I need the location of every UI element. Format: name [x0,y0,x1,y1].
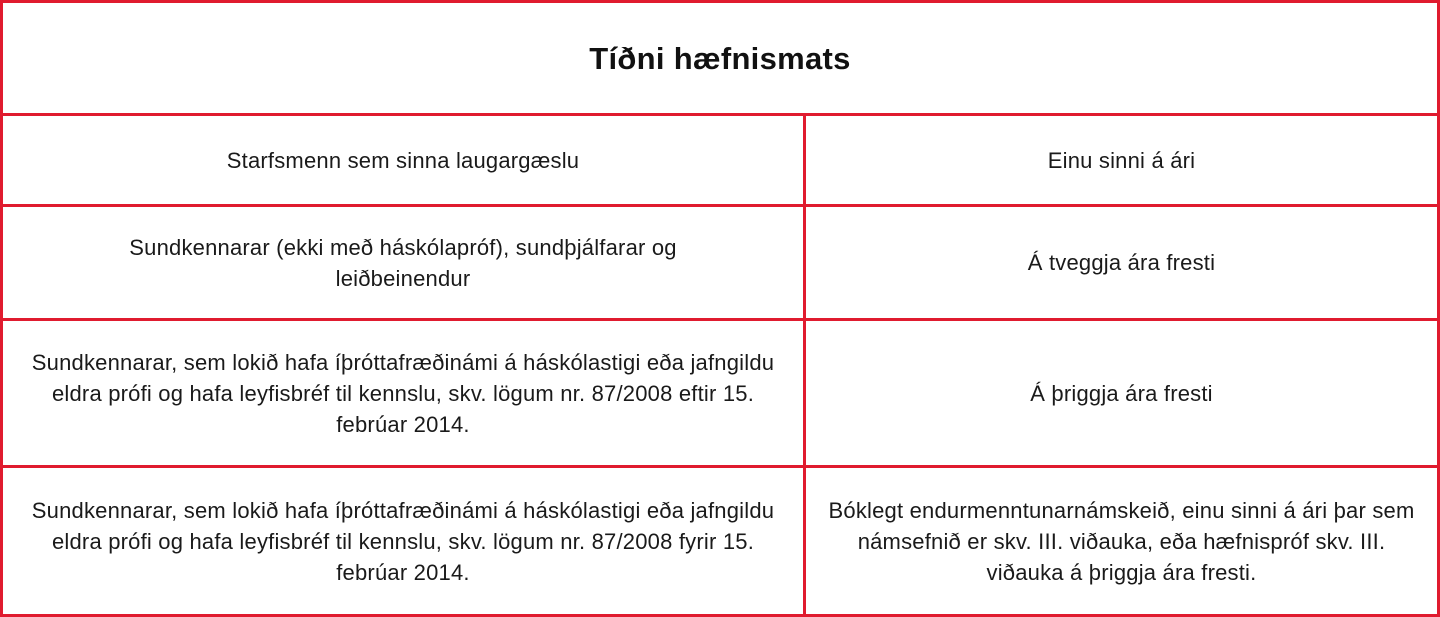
group-label: Starfsmenn sem sinna laugargæslu [226,147,580,173]
frequency-label: Á tveggja ára fresti [1027,250,1216,275]
table-cell-frequency-4 [806,468,1437,614]
table-cell-frequency-2 [806,207,1437,321]
table-title: Tíðni hæfnismats [3,3,1437,116]
table-cell-frequency-3 [806,321,1437,468]
group-label: Sundkennarar (ekki með háskólapróf), sundþjálfarar og leiðbeinendur [129,234,677,291]
table-cell-group-2 [3,207,806,321]
group-label: Sundkennarar, sem lokið hafa íþróttafræðinámi á háskólastigi eða jafngildu eldra prófi og hafa leyfisbréf til kennslu, skv. lögum nr. 87/2008 fyrir 15. febrúar 2014. [31,497,775,585]
table-cell-frequency-1 [806,116,1437,207]
group-label: Sundkennarar, sem lokið hafa íþróttafræðinámi á háskólastigi eða jafngildu eldra prófi og hafa leyfisbréf til kennslu, skv. lögum nr. 87/2008 eftir 15. febrúar 2014. [31,349,775,437]
frequency-label: Einu sinni á ári [1047,147,1196,173]
frequency-label: Á þriggja ára fresti [1030,380,1213,406]
table-cell-group-3 [3,321,806,468]
frequency-label: Bóklegt endurmenntunarnámskeið, einu sinni á ári þar sem námsefnið er skv. III. viðauka, eða hæfnispróf skv. III. viðauka á þriggja ára fresti. [828,497,1415,585]
table-cell-group-1 [3,116,806,207]
table-cell-group-4 [3,468,806,614]
